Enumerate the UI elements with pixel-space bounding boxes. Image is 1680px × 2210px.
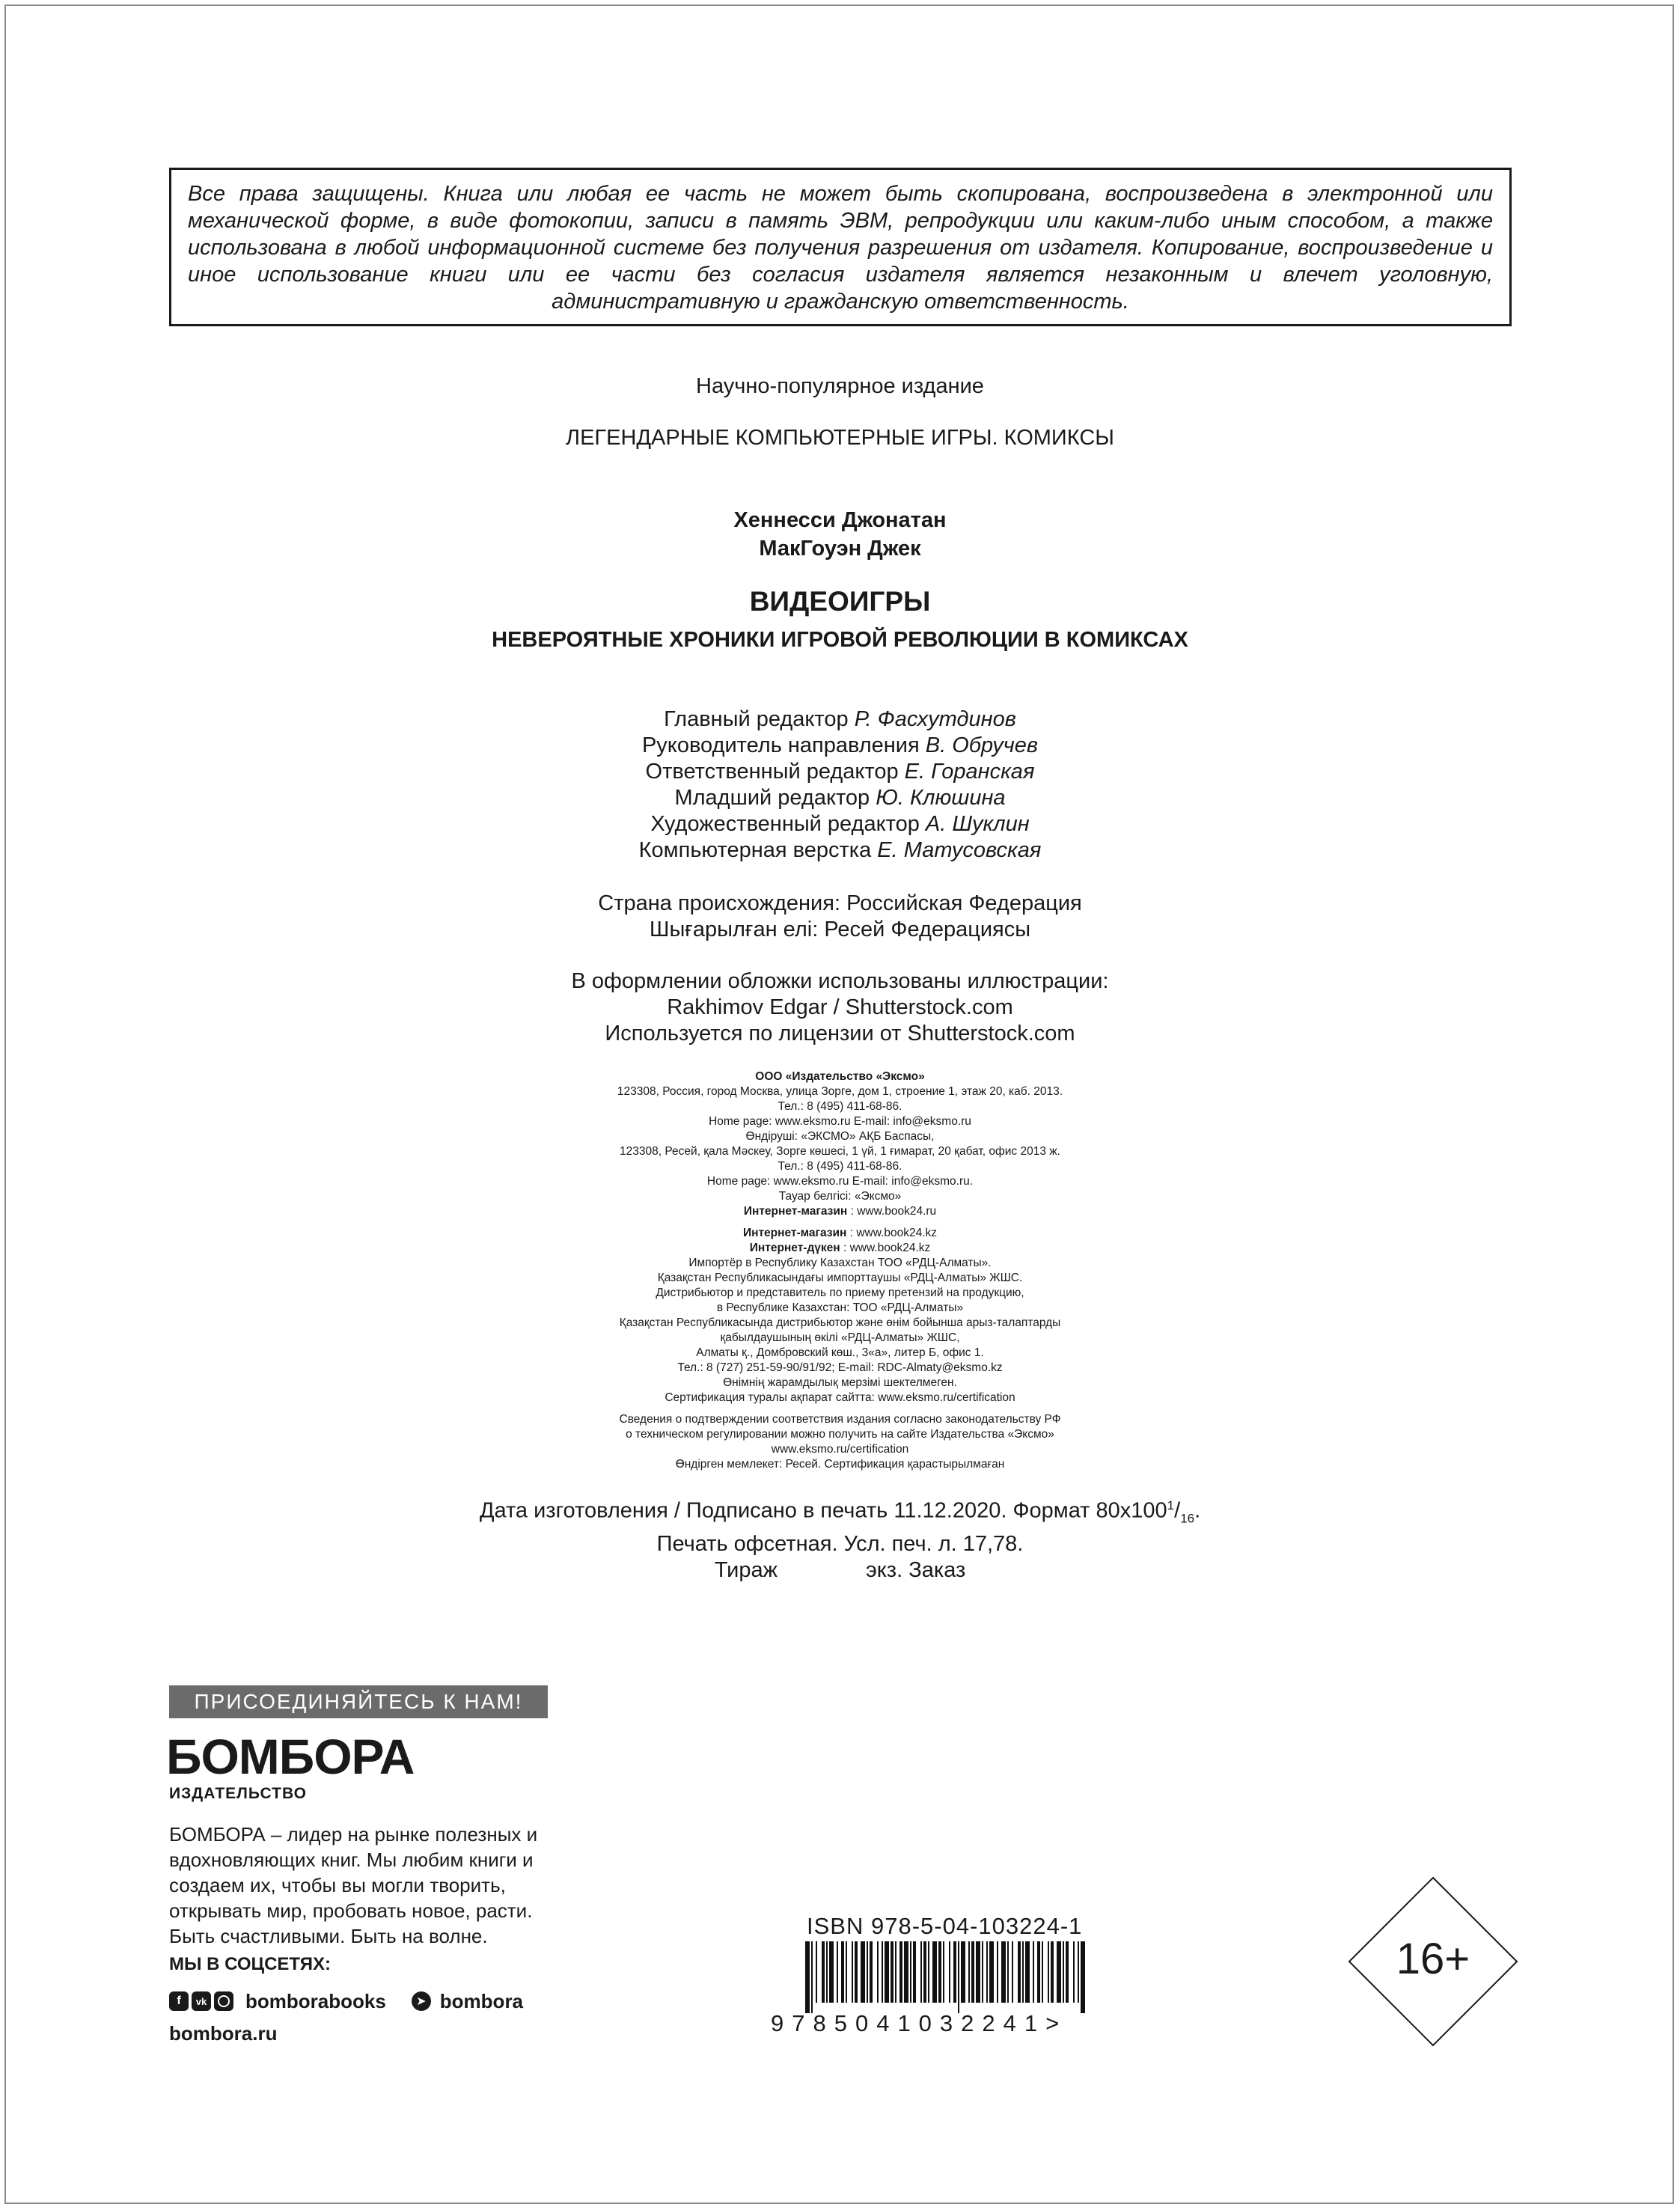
publisher-line: Тел.: 8 (727) 251-59-90/91/92; E-mail: RDC-Almaty@eksmo.kz xyxy=(677,1361,1003,1374)
vk-icon[interactable]: vk xyxy=(192,1991,211,2011)
publisher-line: Қазақстан Республикасында дистрибьютор және өнім бойынша арыз-талаптарды xyxy=(619,1316,1061,1329)
book-title: ВИДЕОИГРЫ xyxy=(749,586,931,617)
publisher-line: қабылдаушының өкілі «РДЦ-Алматы» ЖШС, xyxy=(720,1331,960,1344)
barcode-bar xyxy=(882,1941,883,2003)
barcode-bar xyxy=(861,1941,865,2003)
barcode-bar xyxy=(989,1941,994,2003)
social-handle-bombora-books[interactable]: bomborabooks xyxy=(245,1989,386,2012)
barcode-bar xyxy=(899,1941,902,2003)
publisher-line: Тел.: 8 (495) 411-68-86. xyxy=(778,1100,902,1113)
barcode-bar xyxy=(943,1941,944,2003)
credit-line: Художественный редактор А. Шуклин xyxy=(650,812,1030,836)
print-run: Тираж экз. Заказ xyxy=(714,1558,966,1583)
barcode-bar xyxy=(971,1941,974,2003)
telegram-icon[interactable]: ➤ xyxy=(412,1991,431,2011)
publisher-line: в Республике Казахстан: ТОО «РДЦ-Алматы» xyxy=(716,1301,964,1314)
barcode-bar xyxy=(1057,1941,1061,2003)
cover-credit-line: Используется по лицензии от Shutterstock.com xyxy=(605,1022,1075,1046)
barcode-bar xyxy=(932,1941,937,2003)
barcode-bar xyxy=(949,1941,950,2003)
barcode-bar xyxy=(968,1941,970,2003)
publisher-line: Импортёр в Республику Казахстан ТОО «РДЦ-Алматы». xyxy=(688,1257,992,1269)
certification-line: о техническом регулировании можно получить на сайте Издательства «Эксмо» xyxy=(626,1428,1054,1441)
facebook-icon[interactable]: f xyxy=(169,1991,189,2011)
barcode-bar xyxy=(913,1941,916,2003)
print-date-format: Дата изготовления / Подписано в печать 11.12.2020. Формат $80x100^1/_{16}$. xyxy=(479,1498,1201,1526)
barcode-bar xyxy=(1051,1941,1054,2003)
barcode-bar xyxy=(846,1941,847,2003)
publisher-info xyxy=(0,1069,1680,1472)
barcode-bar xyxy=(1022,1941,1024,2003)
barcode-bar xyxy=(1037,1941,1040,2003)
series-title: ЛЕГЕНДАРНЫЕ КОМПЬЮТЕРНЫЕ ИГРЫ. КОМИКСЫ xyxy=(566,426,1114,450)
barcode-bar xyxy=(1001,1941,1006,2003)
publisher-line: Home page: www.eksmo.ru E-mail: info@eksmo.ru xyxy=(709,1115,971,1128)
website-link[interactable]: bombora.ru xyxy=(169,2022,278,2045)
bombora-logo-sub: ИЗДАТЕЛЬСТВО xyxy=(169,1785,307,1802)
credits-list xyxy=(0,706,1680,864)
barcode-bar xyxy=(1007,1941,1009,2003)
publisher-line: Тел.: 8 (495) 411-68-86. xyxy=(778,1160,902,1173)
shop-kz2: Интернет-дүкен : www.book24.kz xyxy=(749,1242,931,1254)
print-info xyxy=(0,1492,1680,1584)
barcode-bar xyxy=(1081,1941,1085,2013)
author-2: МакГоуэн Джек xyxy=(759,537,921,561)
rights-notice: Все права защищены. Книга или любая ее часть не может быть скопирована, воспроизведена в электронной или механической форме, в виде фотокопии, записи в память ЭВМ, репродукции или каким-либо иным способом, а также использована в любой информационной системе без получения разрешения от издателя. Копирование, воспроизведение и иное использование книги или ее части без согласия издателя является незаконным и влечет уголовную, административную и гражданскую ответственность. xyxy=(169,168,1512,326)
publisher-line: Қазақстан Республикасындағы импорттаушы «РДЦ-Алматы» ЖШС. xyxy=(657,1272,1023,1284)
social-title: МЫ В СОЦСЕТЯХ: xyxy=(169,1954,332,1974)
cover-credit-block xyxy=(0,968,1680,1047)
age-rating-badge xyxy=(1347,1875,1519,2048)
barcode-bar xyxy=(841,1941,844,2003)
publisher-line: Home page: www.eksmo.ru E-mail: info@eksmo.ru. xyxy=(706,1175,974,1188)
print-method: Печать офсетная. Усл. печ. л. 17,78. xyxy=(656,1532,1024,1557)
barcode-bar xyxy=(1073,1941,1075,2003)
barcode-bar xyxy=(805,1941,810,2013)
certification-line: Өндірген мемлекет: Ресей. Сертификация қарастырылмаған xyxy=(675,1458,1005,1471)
barcode-bar xyxy=(855,1941,858,2003)
barcode-bar xyxy=(870,1941,873,2003)
instagram-icon[interactable] xyxy=(214,1991,233,2011)
barcode-bar xyxy=(895,1941,896,2003)
social-handle-bombora[interactable]: bombora xyxy=(439,1989,524,2012)
barcode xyxy=(805,1941,1085,2013)
barcode-bar xyxy=(1033,1941,1034,2003)
barcode-bar xyxy=(1018,1941,1021,2003)
barcode-bar xyxy=(816,1941,817,2003)
barcode-bar xyxy=(1042,1941,1043,2003)
publisher-line: 123308, Ресей, қала Мәскеу, Зорге көшесі, 1 үй, 1 ғимарат, 20 қабат, офис 2013 ж. xyxy=(620,1145,1060,1158)
barcode-bar xyxy=(1025,1941,1030,2003)
cover-credit-line: Rakhimov Edgar / Shutterstock.com xyxy=(667,995,1013,1019)
barcode-bar xyxy=(961,1941,965,2003)
barcode-digits: 9785041032241> xyxy=(771,2010,1060,2036)
publisher-line: Дистрибьютор и представитель по приему претензий на продукцию, xyxy=(656,1286,1024,1299)
credit-line: Младший редактор Ю. Клюшина xyxy=(674,786,1006,810)
credit-line: Главный редактор Р. Фасхутдинов xyxy=(664,707,1016,731)
shop-ru: Интернет-магазин : www.book24.ru xyxy=(743,1205,937,1218)
publisher-line: Сертификация туралы ақпарат сайтта: www.eksmo.ru/certification xyxy=(665,1391,1015,1404)
barcode-bar xyxy=(920,1941,922,2003)
barcode-bar xyxy=(837,1941,838,2003)
barcode-bar xyxy=(997,1941,998,2003)
barcode-bar xyxy=(986,1941,988,2003)
barcode-bar xyxy=(885,1941,889,2003)
credit-line: Ответственный редактор Е. Горанская xyxy=(645,760,1035,784)
barcode-bar xyxy=(1078,1941,1079,2003)
social-row xyxy=(169,1988,523,2014)
publisher-line: Өндіруші: «ЭКСМО» АҚБ Баспасы, xyxy=(745,1130,935,1143)
barcode-bar xyxy=(923,1941,926,2003)
barcode-bar xyxy=(1048,1941,1049,2003)
barcode-bar xyxy=(953,1941,956,2003)
publisher-name: ООО «Издательство «Эксмо» xyxy=(755,1070,925,1083)
barcode-bar xyxy=(891,1941,894,2003)
book-subtitle: НЕВЕРОЯТНЫЕ ХРОНИКИ ИГРОВОЙ РЕВОЛЮЦИИ В КОМИКСАХ xyxy=(492,628,1188,652)
barcode-bar xyxy=(852,1941,853,2003)
barcode-bar xyxy=(982,1941,983,2003)
barcode-bar xyxy=(877,1941,879,2003)
join-banner: ПРИСОЕДИНЯЙТЕСЬ К НАМ! xyxy=(169,1685,548,1718)
barcode-bar xyxy=(1012,1941,1013,2003)
author-1: Хеннесси Джонатан xyxy=(733,508,947,532)
publisher-line: 123308, Россия, город Москва, улица Зорге, дом 1, строение 1, этаж 20, каб. 2013. xyxy=(617,1085,1063,1098)
barcode-bar xyxy=(928,1941,929,2003)
origin-kz: Шығарылған елі: Ресей Федерациясы xyxy=(649,918,1031,941)
barcode-bar xyxy=(829,1941,834,2003)
cover-credit-line: В оформлении обложки использованы иллюстрации: xyxy=(571,969,1109,993)
shop-kz: Интернет-магазин : www.book24.kz xyxy=(742,1227,938,1239)
isbn-label: ISBN 978-5-04-103224-1 xyxy=(807,1913,1083,1939)
publisher-line: Өнімнің жарамдылық мерзімі шектелмеген. xyxy=(723,1376,957,1389)
barcode-bar xyxy=(811,1941,813,2013)
barcode-bar xyxy=(958,1941,959,2013)
certification-line: www.eksmo.ru/certification xyxy=(771,1443,909,1456)
credit-line: Руководитель направления В. Обручев xyxy=(641,733,1039,757)
barcode-bar xyxy=(938,1941,941,2003)
barcode-bar xyxy=(867,1941,868,2003)
barcode-bar xyxy=(910,1941,911,2003)
barcode-bar xyxy=(1066,1941,1069,2003)
barcode-bar xyxy=(826,1941,828,2003)
origin-block xyxy=(0,891,1680,943)
publisher-line: Алматы қ., Домбровский көш., 3«а», литер Б, офис 1. xyxy=(696,1346,984,1359)
barcode-bar xyxy=(976,1941,980,2003)
barcode-bar xyxy=(1063,1941,1064,2003)
age-rating-text: 16+ xyxy=(1396,1935,1470,1983)
edition-type: Научно-популярное издание xyxy=(696,374,984,398)
credit-line: Компьютерная верстка Е. Матусовская xyxy=(638,838,1042,862)
origin-ru: Страна происхождения: Российская Федерация xyxy=(598,891,1082,915)
barcode-bar xyxy=(822,1941,825,2003)
about-text: БОМБОРА – лидер на рынке полезных и вдохновляющих книг. Мы любим книги и создаем их, чтобы вы могли творить, открывать мир, пробовать новое, расти. Быть счастливыми. Быть на волне. xyxy=(169,1823,538,1947)
bombora-logo: БОМБОРА xyxy=(166,1729,415,1784)
publisher-line: Тауар белгісі: «Эксмо» xyxy=(778,1190,902,1203)
barcode-bar xyxy=(904,1941,908,2003)
certification-line: Сведения о подтверждении соответствия издания согласно законодательству РФ xyxy=(619,1413,1061,1426)
